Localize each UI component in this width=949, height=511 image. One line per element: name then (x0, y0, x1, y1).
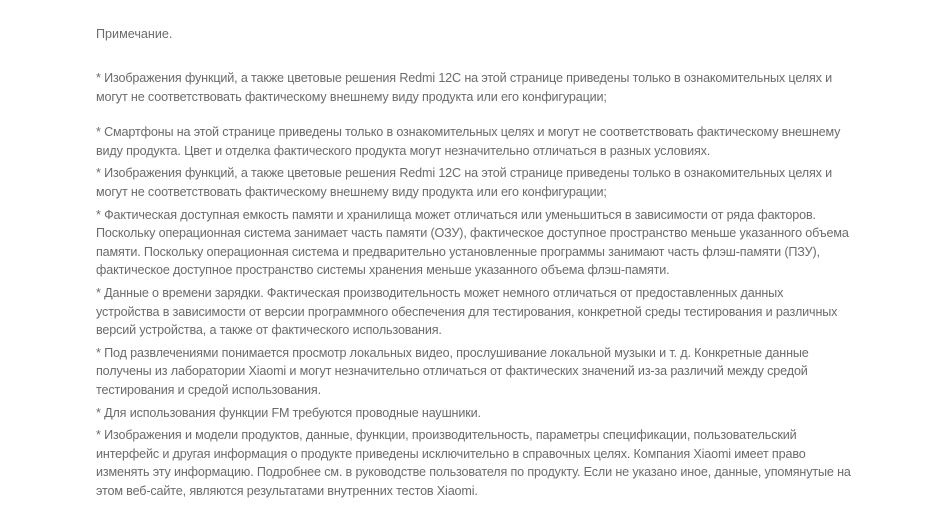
note-line: фактическое доступное пространство системы хранения меньше указанного объема флэш-памяти. (96, 263, 670, 278)
note-line: устройства в зависимости от версии программного обеспечения для тестирования, конкретной среды тестирования и различных (96, 304, 838, 319)
note-line: этом веб-сайте, являются результатами внутренних тестов Xiaomi. (96, 483, 478, 498)
note-line: * Для использования функции FM требуются проводные наушники. (96, 405, 481, 420)
note-line: получены из лаборатории Xiaomi и могут незначительно отличаться от фактических значений из-за различий между средой (96, 364, 808, 379)
note-paragraph (96, 69, 861, 106)
note-line: памяти. Поскольку операционная система и предварительно установленные программы занимают часть флэш-памяти (ПЗУ), (96, 244, 820, 259)
note-line: тестирования и средой использования. (96, 382, 321, 397)
notes-section (96, 25, 861, 504)
note-line: * Изображения функций, а также цветовые решения Redmi 12C на этой странице приведены только в ознакомительных целях и (96, 71, 833, 85)
note-line: интерфейс и другая информация о продукте приведены исключительно в справочных целях. Компания Xiaomi имеет право (96, 446, 806, 461)
note-line: * Изображения и модели продуктов, данные, функции, производительность, параметры спецификации, пользовательский (96, 428, 797, 443)
note-line: * Изображения функций, а также цветовые решения Redmi 12C на этой странице приведены только в ознакомительных целях и (96, 166, 833, 181)
note-line: могут не соответствовать фактическому внешнему виду продукта или его конфигурации; (96, 184, 607, 199)
note-line: виду продукта. Цвет и отделка фактического продукта могут незначительно отличаться в разных условиях. (96, 143, 711, 158)
note-line: * Данные о времени зарядки. Фактическая производительность может немного отличаться от предоставленных данных (96, 285, 784, 300)
note-paragraph (96, 426, 861, 500)
note-line: версий устройства, а также от фактического использования. (96, 323, 442, 338)
note-line: изменять эту информацию. Подробнее см. в руководстве пользователя по продукту. Если не указано иное, данные, упомянутые на (96, 465, 851, 480)
note-line: * Под развлечениями понимается просмотр локальных видео, прослушивание локальной музыки и т. д. Конкретные данные (96, 345, 809, 360)
note-line: Поскольку операционная система занимает часть памяти (ОЗУ), фактическое доступное пространство меньше указанного объема (96, 226, 849, 241)
notes-title: Примечание. (96, 27, 173, 41)
note-paragraph (96, 206, 861, 280)
note-paragraph (96, 164, 861, 201)
note-line: * Фактическая доступная емкость памяти и хранилища может отличаться или уменьшиться в зависимости от ряда факторов. (96, 207, 816, 222)
note-paragraph (96, 284, 861, 340)
note-paragraph (96, 404, 861, 423)
note-paragraph (96, 123, 861, 160)
note-paragraph (96, 344, 861, 400)
note-line: * Смартфоны на этой странице приведены только в ознакомительных целях и могут не соответствовать фактическому внешнему (96, 125, 841, 140)
note-line: могут не соответствовать фактическому внешнему виду продукта или его конфигурации; (96, 89, 607, 104)
notes-list (96, 69, 861, 500)
